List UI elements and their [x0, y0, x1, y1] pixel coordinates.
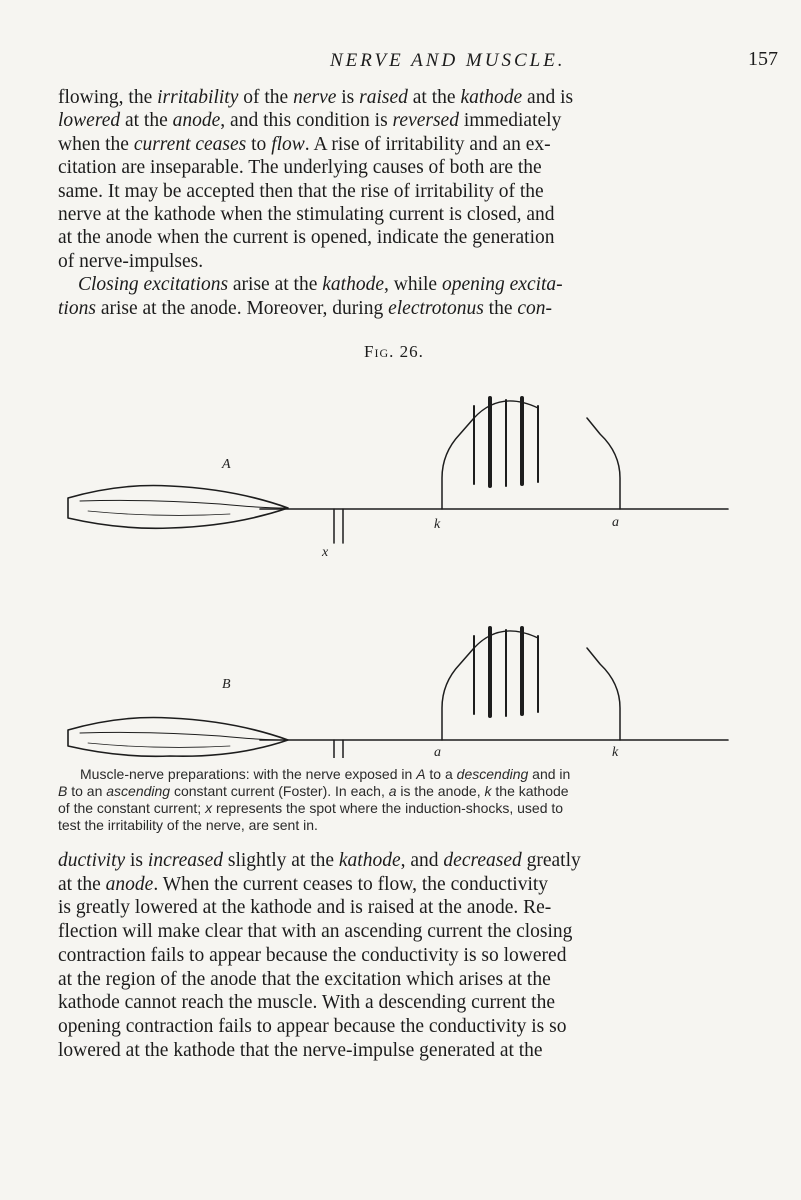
italic-text: Closing excitations — [78, 274, 229, 296]
text-line: opening contraction fails to appear because the conductivity is so — [58, 1015, 567, 1037]
panel-a-anode-label: a — [612, 515, 619, 530]
text-run: and is — [522, 87, 574, 108]
panel-a-letter: A — [222, 457, 231, 472]
panel-b-kathode-label: k — [612, 745, 619, 758]
italic-text: ascending — [106, 783, 171, 799]
bottom-text-block — [58, 849, 766, 1062]
caption-line — [58, 766, 770, 783]
text-run: arise at the — [228, 274, 323, 296]
electrode-arc — [442, 418, 474, 509]
text-run: constant current (Foster). In each, — [170, 783, 389, 799]
text-line: same. It may be accepted then that the rise of irritability of the — [58, 180, 544, 202]
text-line — [58, 273, 766, 296]
figure-label: Fig. 26. — [364, 342, 424, 361]
text-line: of nerve-impulses. — [58, 250, 204, 272]
panel-b — [68, 628, 728, 758]
caption-line — [58, 783, 770, 800]
italic-text: kathode — [322, 274, 384, 296]
figure-caption — [58, 766, 770, 834]
text-line: flection will make clear that with an ascending current the closing — [58, 921, 573, 943]
italic-text: ductivity — [58, 850, 126, 871]
text-line — [58, 86, 766, 109]
nerve-inner-line — [88, 743, 230, 747]
text-run: of the constant current; — [58, 800, 206, 816]
text-run: flowing, the — [58, 87, 158, 108]
electrode-arc — [587, 648, 620, 740]
italic-text: reversed — [392, 110, 459, 132]
italic-text: anode — [105, 873, 154, 895]
text-run: is — [336, 87, 360, 108]
nerve-outline — [68, 718, 288, 757]
text-line: at the region of the anode that the excitation which arises at the — [58, 968, 551, 990]
text-run: Muscle-nerve preparations: with the nerve exposed in — [80, 766, 417, 782]
text-run: arise at the anode. Moreover, during — [95, 297, 389, 319]
text-run: at the — [58, 873, 106, 895]
panel-a — [68, 398, 728, 543]
panel-a-x-label: x — [322, 545, 329, 560]
text-run: the — [483, 297, 518, 319]
text-line: kathode cannot reach the muscle. With a descending current the — [58, 992, 555, 1014]
page-number: 157 — [748, 48, 778, 70]
text-line — [58, 849, 766, 873]
panel-b-anode-label: a — [434, 745, 441, 758]
text-run: when the — [58, 133, 134, 155]
text-run: , and — [400, 850, 444, 871]
nerve-inner-line — [88, 511, 230, 515]
nerve-inner-line — [80, 732, 286, 740]
italic-text: electrotonus — [388, 297, 484, 319]
italic-text: a — [388, 783, 397, 799]
italic-text: anode — [172, 110, 221, 132]
text-line — [58, 297, 766, 320]
text-run: of the — [238, 87, 294, 108]
panel-a-kathode-label: k — [434, 517, 441, 532]
electrode-arc — [442, 648, 474, 740]
text-line — [58, 873, 766, 897]
italic-text: con- — [517, 297, 553, 319]
italic-text: descending — [456, 766, 529, 782]
text-run: slightly at the — [223, 850, 339, 871]
italic-text: kathode — [338, 850, 401, 871]
italic-text: lowered — [58, 110, 121, 132]
italic-text: k — [484, 783, 492, 799]
text-line: is greatly lowered at the kathode and is raised at the anode. Re- — [58, 897, 552, 919]
text-line: at the anode when the current is opened, indicate the generation — [58, 227, 555, 249]
top-text-block — [58, 86, 766, 320]
italic-text: A — [416, 766, 426, 782]
italic-text: current ceases — [133, 133, 247, 155]
running-title: NERVE AND MUSCLE. — [330, 50, 566, 71]
text-run: greatly — [521, 850, 581, 871]
italic-text: decreased — [443, 850, 522, 871]
figure-26-illustration — [60, 368, 750, 758]
text-line: nerve at the kathode when the stimulating current is closed, and — [58, 204, 555, 226]
text-run: , while — [383, 274, 442, 296]
text-run: to — [246, 133, 272, 155]
text-run: to a — [425, 766, 457, 782]
text-run: . A rise of irritability and an ex- — [304, 133, 551, 155]
text-run: at the — [120, 110, 173, 132]
text-run: the kathode — [491, 783, 569, 799]
text-line: contraction fails to appear because the conductivity is so lowered — [58, 944, 567, 966]
text-run: to an — [67, 783, 107, 799]
italic-text: raised — [359, 87, 408, 108]
text-line — [58, 133, 766, 156]
text-run: . When the current ceases to flow, the conductivity — [153, 873, 549, 895]
italic-text: B — [58, 783, 68, 799]
italic-text: x — [205, 800, 213, 816]
text-run: , and this condition is — [220, 110, 393, 132]
text-run: and in — [528, 766, 571, 782]
text-line — [58, 109, 766, 132]
text-line: lowered at the kathode that the nerve-impulse generated at the — [58, 1039, 543, 1061]
italic-text: increased — [147, 850, 223, 871]
italic-text: nerve — [293, 87, 337, 108]
panel-b-letter: B — [222, 677, 231, 692]
text-line: citation are inseparable. The underlying causes of both are the — [58, 157, 542, 179]
italic-text: irritability — [157, 87, 239, 108]
text-run: immediately — [458, 110, 562, 132]
electrode-arc — [587, 418, 620, 509]
caption-line: test the irritability of the nerve, are sent in. — [58, 817, 318, 833]
nerve-inner-line — [80, 500, 286, 508]
text-run: is — [125, 850, 148, 871]
text-run: is the anode, — [396, 783, 485, 799]
italic-text: opening excita- — [441, 274, 563, 296]
text-run: at the — [407, 87, 461, 108]
caption-line — [58, 800, 770, 817]
italic-text: tions — [58, 297, 96, 319]
text-run: represents the spot where the induction-shocks, used to — [212, 800, 564, 816]
running-head — [0, 0, 801, 100]
italic-text: flow — [271, 133, 305, 155]
italic-text: kathode — [460, 87, 523, 108]
